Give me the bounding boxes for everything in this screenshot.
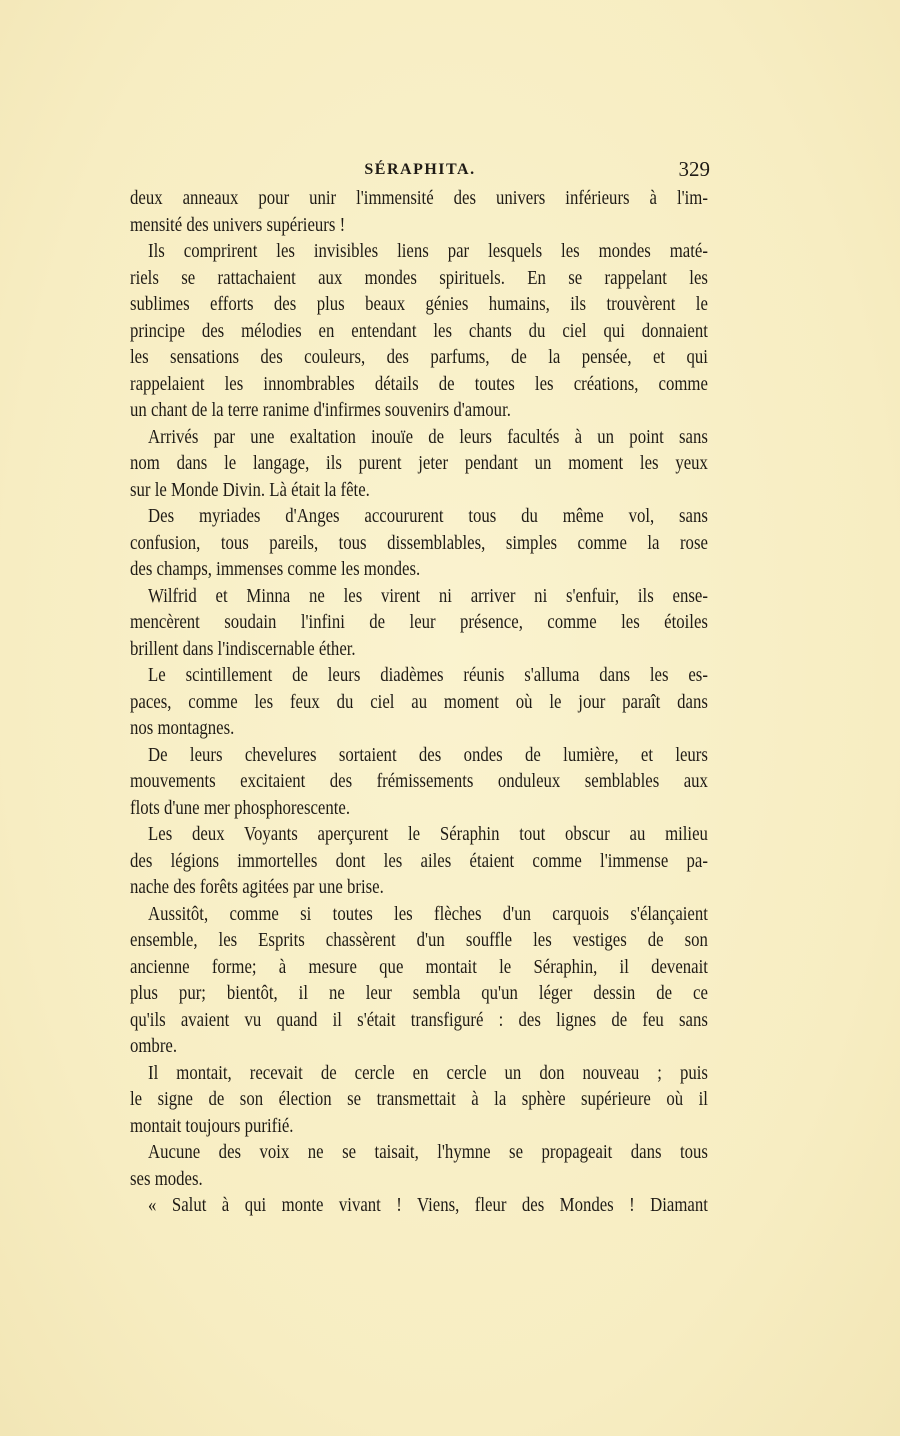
text-line: nache des forêts agitées par une brise.	[130, 877, 384, 898]
text-line: principe des mélodies en entendant les chants du ciel qui donnaient	[130, 320, 708, 342]
paragraph	[130, 663, 708, 743]
paragraph	[130, 1193, 708, 1220]
text-line: flots d'une mer phosphorescente.	[130, 797, 351, 819]
text-line: ombre.	[130, 1036, 178, 1057]
text-line: des légions immortelles dont les ailes étaient comme l'immense pa-	[130, 850, 708, 872]
text-line: Aucune des voix ne se taisait, l'hymne se propageait dans tous	[148, 1142, 708, 1163]
text-line: deux anneaux pour unir l'immensité des univers inférieurs à l'im-	[130, 188, 708, 209]
text-line: Ils comprirent les invisibles liens par lesquels les mondes maté-	[148, 241, 708, 262]
text-line: « Salut à qui monte vivant ! Viens, fleur des Mondes ! Diamant	[148, 1195, 708, 1216]
text-line: ses modes.	[130, 1168, 203, 1190]
text-line: Les deux Voyants aperçurent le Séraphin tout obscur au milieu	[148, 824, 708, 845]
text-line: paces, comme les feux du ciel au moment où le jour paraît dans	[130, 691, 708, 713]
text-line: nos montagnes.	[130, 718, 235, 739]
paragraph	[130, 1061, 708, 1141]
text-line: les sensations des couleurs, des parfums, de la pensée, et qui	[130, 347, 708, 368]
text-line: rappelaient les innombrables détails de toutes les créations, comme	[130, 373, 708, 395]
text-line: Le scintillement de leurs diadèmes réunis s'alluma dans les es-	[148, 665, 708, 686]
text-line: ancienne forme; à mesure que montait le Séraphin, il devenait	[130, 956, 708, 978]
text-line: brillent dans l'indiscernable éther.	[130, 638, 356, 660]
paragraph	[130, 186, 708, 239]
text-line: ensemble, les Esprits chassèrent d'un souffle les vestiges de son	[130, 930, 708, 951]
text-line: plus pur; bientôt, il ne leur sembla qu'un léger dessin de ce	[130, 983, 708, 1004]
paragraph	[130, 822, 708, 902]
text-line: confusion, tous pareils, tous dissemblables, simples comme la rose	[130, 532, 708, 554]
text-line: qu'ils avaient vu quand il s'était transfiguré : des lignes de feu sans	[130, 1009, 708, 1031]
text-line: Wilfrid et Minna ne les virent ni arriver ni s'enfuir, ils ense-	[148, 585, 708, 607]
paragraph	[130, 1140, 708, 1193]
text-line: Il montait, recevait de cercle en cercle un don nouveau ; puis	[148, 1062, 708, 1084]
paragraph	[130, 743, 708, 823]
text-line: riels se rattachaient aux mondes spirituels. En se rappelant les	[130, 267, 708, 289]
running-header	[130, 157, 710, 183]
text-line: Aussitôt, comme si toutes les flèches d'un carquois s'élançaient	[148, 903, 708, 925]
text-line: le signe de son élection se transmettait à la sphère supérieure où il	[130, 1089, 708, 1110]
text-line: mencèrent soudain l'infini de leur présence, comme les étoiles	[130, 612, 708, 633]
text-line: Des myriades d'Anges accoururent tous du même vol, sans	[148, 506, 708, 527]
text-line: montait toujours purifié.	[130, 1115, 294, 1137]
running-title: SÉRAPHITA.	[364, 161, 476, 178]
page-number: 329	[678, 157, 710, 181]
paragraph	[130, 902, 708, 1061]
paragraph	[130, 504, 708, 584]
text-line: sublimes efforts des plus beaux génies humains, ils trouvèrent le	[130, 294, 708, 315]
text-line: nom dans le langage, ils purent jeter pendant un moment les yeux	[130, 453, 708, 474]
text-line: sur le Monde Divin. Là était la fête.	[130, 479, 370, 501]
text-line: De leurs chevelures sortaient des ondes de lumière, et leurs	[148, 744, 708, 766]
paragraph	[130, 425, 708, 505]
paragraph	[130, 584, 708, 664]
text-line: mouvements excitaient des frémissements onduleux semblables aux	[130, 771, 708, 792]
body-text	[130, 186, 708, 1220]
paragraph	[130, 239, 708, 425]
text-line: des champs, immenses comme les mondes.	[130, 559, 421, 580]
text-line: un chant de la terre ranime d'infirmes souvenirs d'amour.	[130, 400, 511, 421]
text-line: mensité des univers supérieurs !	[130, 214, 346, 236]
text-line: Arrivés par une exaltation inouïe de leurs facultés à un point sans	[148, 426, 708, 448]
